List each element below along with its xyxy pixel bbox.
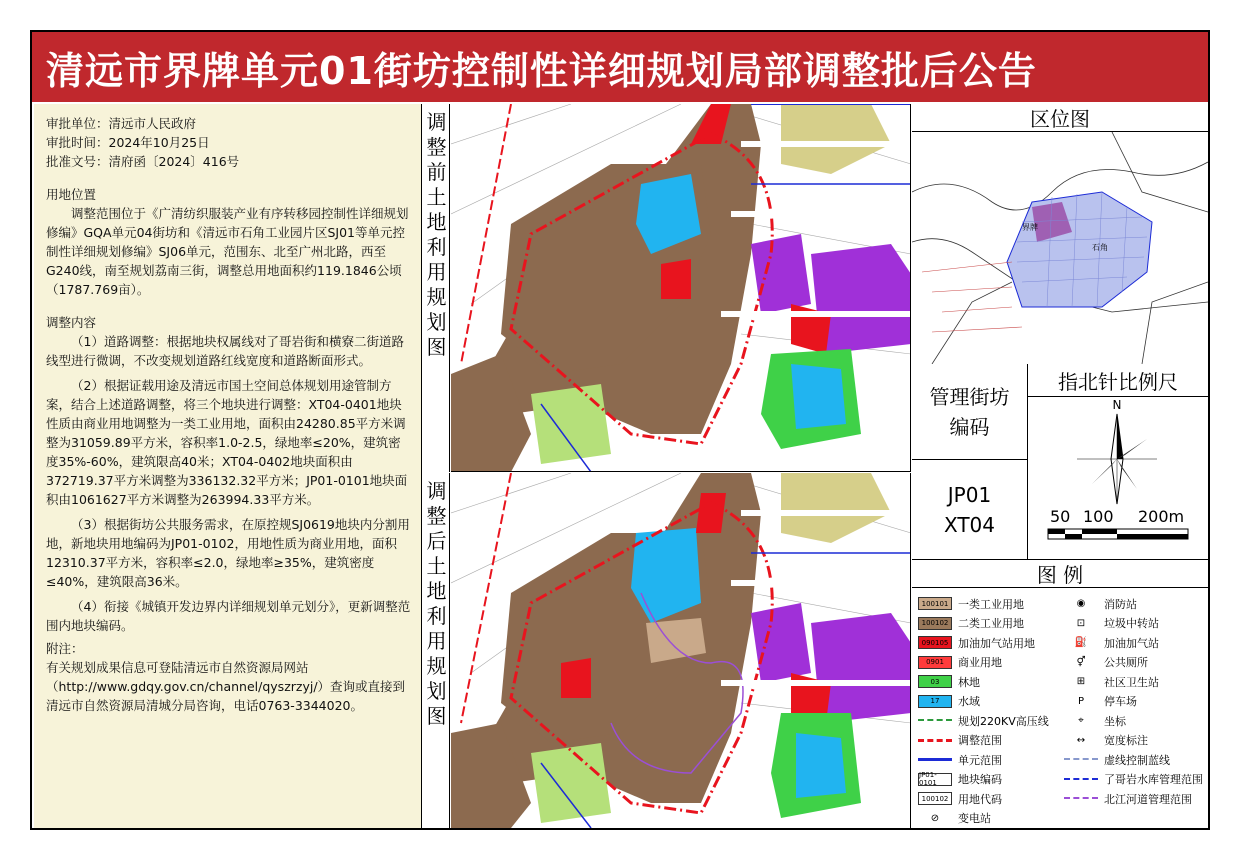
legend-label: 加油加气站用地 — [958, 636, 1035, 650]
after-map-drawing — [451, 473, 911, 828]
legend-line-adj — [918, 734, 952, 747]
loc-label-plot: 界牌 — [1022, 223, 1038, 232]
legend-line-virtual — [1064, 753, 1098, 766]
legend-label: 坐标 — [1104, 714, 1126, 728]
legend-item — [1064, 731, 1204, 751]
block-code-0: JP01 — [947, 482, 992, 507]
legend-item — [918, 711, 1064, 731]
before-label-char: 规 — [426, 285, 447, 309]
legend-item — [1064, 594, 1204, 614]
notice-text-panel — [34, 104, 422, 828]
content-p2: （2）根据证载用途及清远市国土空间总体规划用途管制方案，结合上述道路调整，将三个地块进行调整：XT04-0401地块性质由商业用地调整为一类工业用地，面积由24280.85平方米调整为31059.89平方米，容积率1.0-2.5，绿地率≤20%，建筑密度35%-60%，建筑限高40米；XT04-0402地块面积由372719.37平方米调整为336132.32平方米；JP01-0101地块面积由1061627平方米调整为263994.33平方米。 — [46, 378, 408, 507]
after-label-char: 图 — [426, 704, 447, 728]
legend-swatch: 100102 — [918, 617, 952, 630]
before-label-char: 整 — [426, 135, 447, 159]
note-line3: 清远市自然资源局清城分局咨询，电话0763-3344020。 — [46, 698, 363, 713]
legend-item — [1064, 789, 1204, 809]
legend-item — [918, 731, 1064, 751]
legend-label: 了哥岩水库管理范围 — [1104, 773, 1203, 787]
after-label-char: 划 — [426, 679, 447, 703]
after-label-char: 地 — [426, 579, 447, 603]
legend-line-reservoir — [1064, 773, 1098, 786]
content-heading: 调整内容 — [46, 315, 97, 330]
legend-item — [918, 594, 1064, 614]
after-label-char: 后 — [426, 529, 447, 553]
scale-label-50: 50 — [1050, 507, 1071, 526]
code-column — [912, 364, 1028, 559]
garbage-station-icon: ⊡ — [1076, 617, 1086, 629]
location-map[interactable] — [912, 132, 1208, 364]
location-text: 调整范围位于《广清纺织服装产业有序转移园控制性详细规划修编》GQA单元04街坊和《清远市石角工业园片区SJ01等单元控制性详细规划修编》SJ06单元，范围东、北至广州北路，西至G240线，南至规划荔南三街，调整总用地面积约119.1846公顷（1787.769亩）。 — [46, 206, 409, 297]
docno-line: 批准文号：清府函〔2024〕416号 — [46, 154, 240, 169]
legend-label: 消防站 — [1104, 597, 1137, 611]
after-label-char: 调 — [426, 479, 447, 503]
legend-swatch: 090105 — [918, 636, 952, 649]
legend-item — [1064, 653, 1204, 673]
after-label-char: 整 — [426, 504, 447, 528]
legend-label: 垃圾中转站 — [1104, 617, 1159, 631]
north-arrow-icon — [1077, 414, 1157, 504]
legend-item — [918, 750, 1064, 770]
before-map[interactable] — [451, 104, 911, 472]
legend-item — [918, 809, 1064, 829]
scale-bar — [1048, 529, 1188, 539]
compass-title: 指北针比例尺 — [1028, 364, 1208, 397]
legend-swatch: 100101 — [918, 597, 952, 610]
right-panel — [912, 104, 1208, 828]
width-icon: ↔ — [1076, 734, 1086, 746]
note-line2: （http://www.gdqy.gov.cn/channel/qyszrzyj/）查询或直接到 — [46, 679, 406, 694]
legend-label: 北江河道管理范围 — [1104, 792, 1192, 806]
note-heading: 附注： — [46, 641, 84, 656]
legend-label: 商业用地 — [958, 656, 1002, 670]
loc-label-area: 石角 — [1092, 243, 1108, 252]
legend-label: 林地 — [958, 675, 980, 689]
after-map-label — [424, 473, 450, 828]
location-heading: 用地位置 — [46, 187, 97, 202]
legend-item — [1064, 633, 1204, 653]
after-map[interactable] — [451, 473, 911, 828]
note-line1: 有关规划成果信息可登陆清远市自然资源局网站 — [46, 660, 309, 675]
legend-label: 一类工业用地 — [958, 597, 1024, 611]
before-label-char: 地 — [426, 210, 447, 234]
gas-station-icon: ⛽ — [1074, 637, 1088, 649]
after-label-char: 利 — [426, 604, 447, 628]
legend-line-unit — [918, 753, 952, 766]
legend-label: 加油加气站 — [1104, 636, 1159, 650]
legend-label: 二类工业用地 — [958, 617, 1024, 631]
date-line: 审批时间：2024年10月25日 — [46, 135, 210, 150]
before-map-label — [424, 104, 450, 472]
after-label-char: 用 — [426, 629, 447, 653]
legend-item — [1064, 692, 1204, 712]
before-label-char: 土 — [426, 185, 447, 209]
compass-area — [1028, 397, 1208, 559]
substation-icon: ⊘ — [930, 812, 940, 824]
page-title: 清远市界牌单元01街坊控制性详细规划局部调整批后公告 — [32, 32, 1208, 102]
legend-label: 宽度标注 — [1104, 734, 1148, 748]
legend-swatch: 17 — [918, 695, 952, 708]
legend-label: 公共厕所 — [1104, 656, 1148, 670]
legend-item — [1064, 614, 1204, 634]
toilet-icon: ⚥ — [1076, 656, 1086, 668]
legend-label: 变电站 — [958, 812, 991, 826]
before-label-char: 用 — [426, 260, 447, 284]
legend-item — [918, 614, 1064, 634]
compass-column — [1028, 364, 1208, 559]
compass-drawing — [1028, 397, 1206, 555]
legend-swatch: 0901 — [918, 656, 952, 669]
before-label-char: 划 — [426, 310, 447, 334]
legend-item — [918, 653, 1064, 673]
legend-label: 地块编码 — [958, 773, 1002, 787]
content-p1: （1）道路调整：根据地块权属线对了哥岩街和横寮二街道路线型进行微调，不改变规划道路红线宽度和道路断面形式。 — [46, 334, 404, 368]
code-title: 管理街坊编码 — [912, 364, 1027, 460]
legend-item — [1064, 711, 1204, 731]
legend-title: 图 例 — [912, 560, 1208, 588]
approver-line: 审批单位：清远市人民政府 — [46, 116, 197, 131]
legend-label: 虚线控制蓝线 — [1104, 753, 1170, 767]
legend-item — [918, 789, 1064, 809]
content-p4: （4）衔接《城镇开发边界内详细规划单元划分》，更新调整范围内地块编码。 — [46, 599, 411, 633]
legend-item — [1064, 750, 1204, 770]
legend-item — [918, 692, 1064, 712]
content-p3: （3）根据街坊公共服务需求，在原控规SJ0619地块内分割用地，新地块用地编码为JP01-0102，用地性质为商业用地，面积12310.37平方米，容积率≤2.0，绿地率≥35%，建筑密度≤40%，建筑限高36米。 — [46, 517, 410, 589]
north-label: N — [1112, 398, 1122, 412]
parking-icon: P — [1077, 695, 1085, 707]
legend-label: 单元范围 — [958, 753, 1002, 767]
before-label-char: 调 — [426, 110, 447, 134]
code-compass-row — [912, 364, 1208, 560]
legend-label: 规划220KV高压线 — [958, 714, 1049, 728]
fire-station-icon: ◉ — [1076, 598, 1086, 610]
before-label-char: 前 — [426, 160, 447, 184]
legend-swatch: 100102 — [918, 792, 952, 805]
legend-item — [1064, 770, 1204, 790]
legend-swatch: JP01-0101 — [918, 773, 952, 786]
coordinate-icon: ⌖ — [1078, 715, 1084, 727]
code-list — [912, 460, 1027, 559]
legend-swatch: 03 — [918, 675, 952, 688]
legend-item — [918, 633, 1064, 653]
before-label-char: 图 — [426, 335, 447, 359]
legend-item — [918, 672, 1064, 692]
legend-item — [918, 770, 1064, 790]
location-map-title: 区位图 — [912, 104, 1208, 132]
legend-label: 社区卫生站 — [1104, 675, 1159, 689]
legend-label: 停车场 — [1104, 695, 1137, 709]
poster-frame — [30, 30, 1210, 830]
legend-label: 水域 — [958, 695, 980, 709]
legend-item — [1064, 672, 1204, 692]
legend-label: 用地代码 — [958, 792, 1002, 806]
after-label-char: 土 — [426, 554, 447, 578]
legend-line-hv — [918, 714, 952, 727]
block-code-1: XT04 — [943, 512, 995, 537]
legend-label: 调整范围 — [958, 734, 1002, 748]
legend — [912, 588, 1208, 828]
before-label-char: 利 — [426, 235, 447, 259]
scale-label-100: 100 — [1083, 507, 1114, 526]
location-map-drawing — [912, 132, 1208, 364]
after-label-char: 规 — [426, 654, 447, 678]
before-map-drawing — [451, 104, 911, 472]
scale-label-200: 200m — [1138, 507, 1185, 526]
legend-line-river — [1064, 792, 1098, 805]
clinic-icon: ⊞ — [1076, 676, 1086, 688]
